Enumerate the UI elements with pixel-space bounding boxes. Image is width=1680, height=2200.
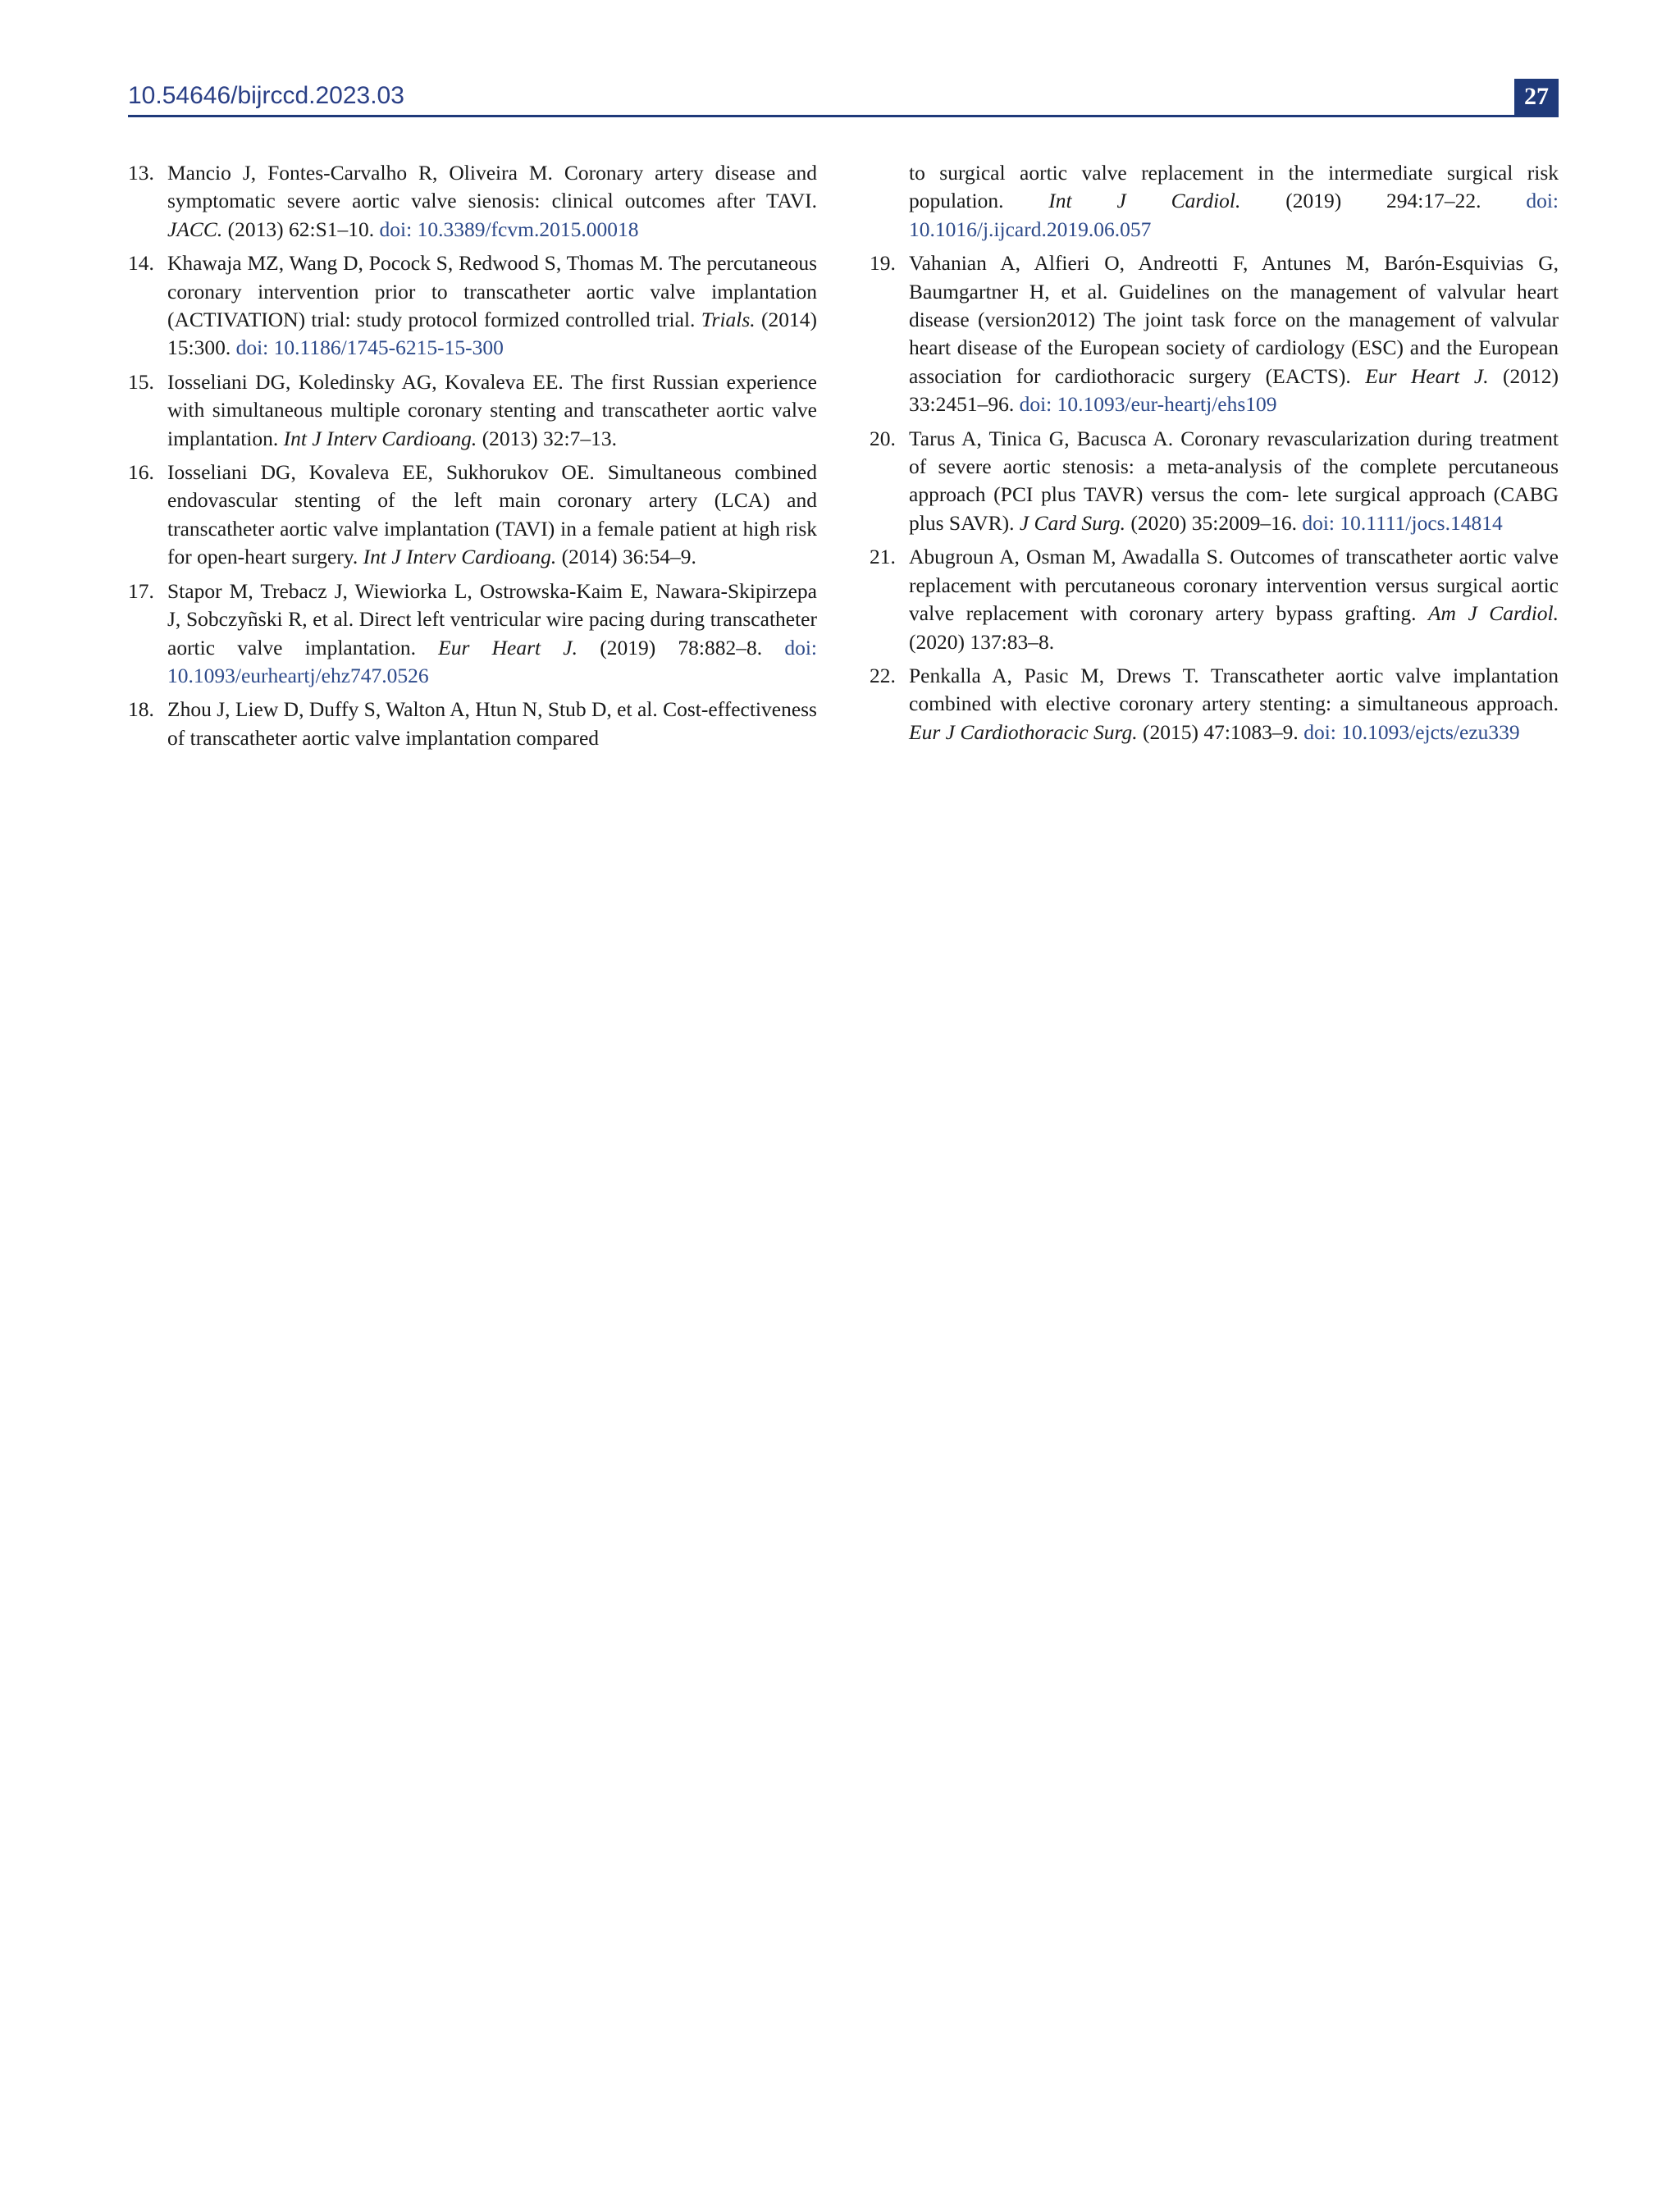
reference-17	[128, 577, 817, 691]
reference-number: 17.	[128, 578, 154, 603]
reference-doi-link[interactable]: doi: 10.1186/1745-6215-15-300	[235, 335, 504, 360]
reference-15	[128, 368, 817, 453]
reference-details: (2013) 62:S1–10.	[222, 217, 380, 241]
reference-18	[128, 696, 817, 752]
reference-16	[128, 459, 817, 572]
reference-doi-link[interactable]: doi: 10.1093/eurheartj/ehz747.0526	[167, 635, 817, 687]
reference-number: 22.	[870, 663, 896, 687]
reference-text: to surgical aortic valve replacement in the intermediate surgical risk population.	[909, 161, 1559, 213]
reference-journal: J Card Surg.	[1019, 510, 1126, 535]
reference-text: Mancio J, Fontes-Carvalho R, Oliveira M. Coronary artery disease and symptomatic severe aortic valve sienosis: clinical outcomes after TAVI.	[167, 161, 817, 213]
reference-text: Abugroun A, Osman M, Awadalla S. Outcomes of transcatheter aortic valve replacement with percutaneous coronary intervention versus surgical aortic valve replacement with coronary artery bypass grafting.	[909, 545, 1559, 626]
reference-details: (2013) 32:7–13.	[477, 426, 617, 450]
reference-journal: Eur Heart J.	[1365, 363, 1489, 388]
reference-details: (2019) 294:17–22.	[1240, 189, 1527, 213]
reference-18-continuation	[870, 159, 1559, 244]
page-number: 27	[1514, 79, 1559, 115]
reference-text: Vahanian A, Alfieri O, Andreotti F, Antunes M, Barón-Esquivias G, Baumgartner H, et al. Guidelines on the management of valvular heart disease (version2012) The joint task force on the management of valvular heart disease of the European society of cardiology (ESC) and the European association for cardiothoracic surgery (EACTS).	[909, 251, 1559, 388]
reference-text: Penkalla A, Pasic M, Drews T. Transcatheter aortic valve implantation combined with elective coronary artery stenting: a simultaneous approach.	[909, 663, 1559, 716]
reference-21	[870, 543, 1559, 656]
reference-14	[128, 249, 817, 363]
reference-doi-link[interactable]: doi: 10.1093/eur-heartj/ehs109	[1019, 392, 1277, 417]
reference-details: (2020) 35:2009–16.	[1125, 510, 1303, 535]
reference-number: 19.	[870, 251, 896, 276]
page-header	[128, 79, 1559, 118]
reference-journal: Int J Cardiol.	[1048, 189, 1241, 213]
reference-13	[128, 159, 817, 244]
reference-journal: Eur Heart J.	[438, 635, 578, 660]
reference-journal: Eur J Cardiothoracic Surg.	[909, 719, 1138, 744]
reference-number: 20.	[870, 426, 896, 450]
reference-doi-link[interactable]: doi: 10.1016/j.ijcard.2019.06.057	[909, 189, 1559, 241]
reference-journal: JACC.	[167, 217, 223, 241]
header-doi[interactable]: 10.54646/bijrccd.2023.03	[128, 82, 404, 109]
reference-text: Iosseliani DG, Kovaleva EE, Sukhorukov OE. Simultaneous combined endovascular stenting of the left main coronary artery (LCA) and transcatheter aortic valve implantation (TAVI) in a female patient at high risk for open-heart surgery.	[167, 460, 817, 569]
reference-number: 18.	[128, 697, 154, 722]
reference-number: 15.	[128, 369, 154, 394]
reference-details: (2014) 36:54–9.	[556, 545, 696, 569]
reference-text: Tarus A, Tinica G, Bacusca A. Coronary revascularization during treatment of severe aortic stenosis: a meta-analysis of the complete percutaneous approach (PCI plus TAVR) versus the com- lete surgical approach (CABG plus SAVR).	[909, 426, 1559, 535]
reference-text: Stapor M, Trebacz J, Wiewiorka L, Ostrowska-Kaim E, Nawara-Skipirzepa J, Sobczyñski R, et al. Direct left ventricular wire pacing during transcatheter aortic valve implantation.	[167, 578, 817, 660]
reference-text: Khawaja MZ, Wang D, Pocock S, Redwood S, Thomas M. The percutaneous coronary intervention prior to transcatheter aortic valve implantation (ACTIVATION) trial: study protocol formized controlled trial.	[167, 251, 817, 332]
reference-text: Iosseliani DG, Koledinsky AG, Kovaleva EE. The first Russian experience with simultaneous multiple coronary stenting and transcatheter aortic valve implantation.	[167, 369, 817, 450]
reference-number: 14.	[128, 251, 154, 276]
reference-journal: Am J Cardiol.	[1427, 601, 1559, 626]
references-column-right	[870, 159, 1559, 752]
reference-22	[870, 662, 1559, 746]
reference-number: 21.	[870, 545, 896, 569]
reference-details: (2020) 137:83–8.	[909, 629, 1055, 654]
reference-19	[870, 249, 1559, 418]
reference-details: (2012) 33:2451–96.	[909, 363, 1559, 417]
reference-20	[870, 425, 1559, 538]
reference-number: 16.	[128, 460, 154, 485]
reference-number: 13.	[128, 161, 154, 185]
reference-text: Zhou J, Liew D, Duffy S, Walton A, Htun N, Stub D, et al. Cost-effectiveness of transcatheter aortic valve implantation compared	[167, 697, 817, 750]
header-rule	[128, 115, 1559, 117]
reference-doi-link[interactable]: doi: 10.1093/ejcts/ezu339	[1303, 719, 1520, 744]
reference-journal: Int J Interv Cardioang.	[363, 545, 557, 569]
reference-details: (2015) 47:1083–9.	[1137, 719, 1304, 744]
reference-details: (2014) 15:300.	[167, 308, 817, 360]
references-column-left	[128, 159, 817, 758]
reference-journal: Trials.	[701, 308, 756, 332]
reference-journal: Int J Interv Cardioang.	[283, 426, 477, 450]
reference-doi-link[interactable]: doi: 10.1111/jocs.14814	[1302, 510, 1503, 535]
reference-details: (2019) 78:882–8.	[578, 635, 785, 660]
reference-doi-link[interactable]: doi: 10.3389/fcvm.2015.00018	[379, 217, 639, 241]
